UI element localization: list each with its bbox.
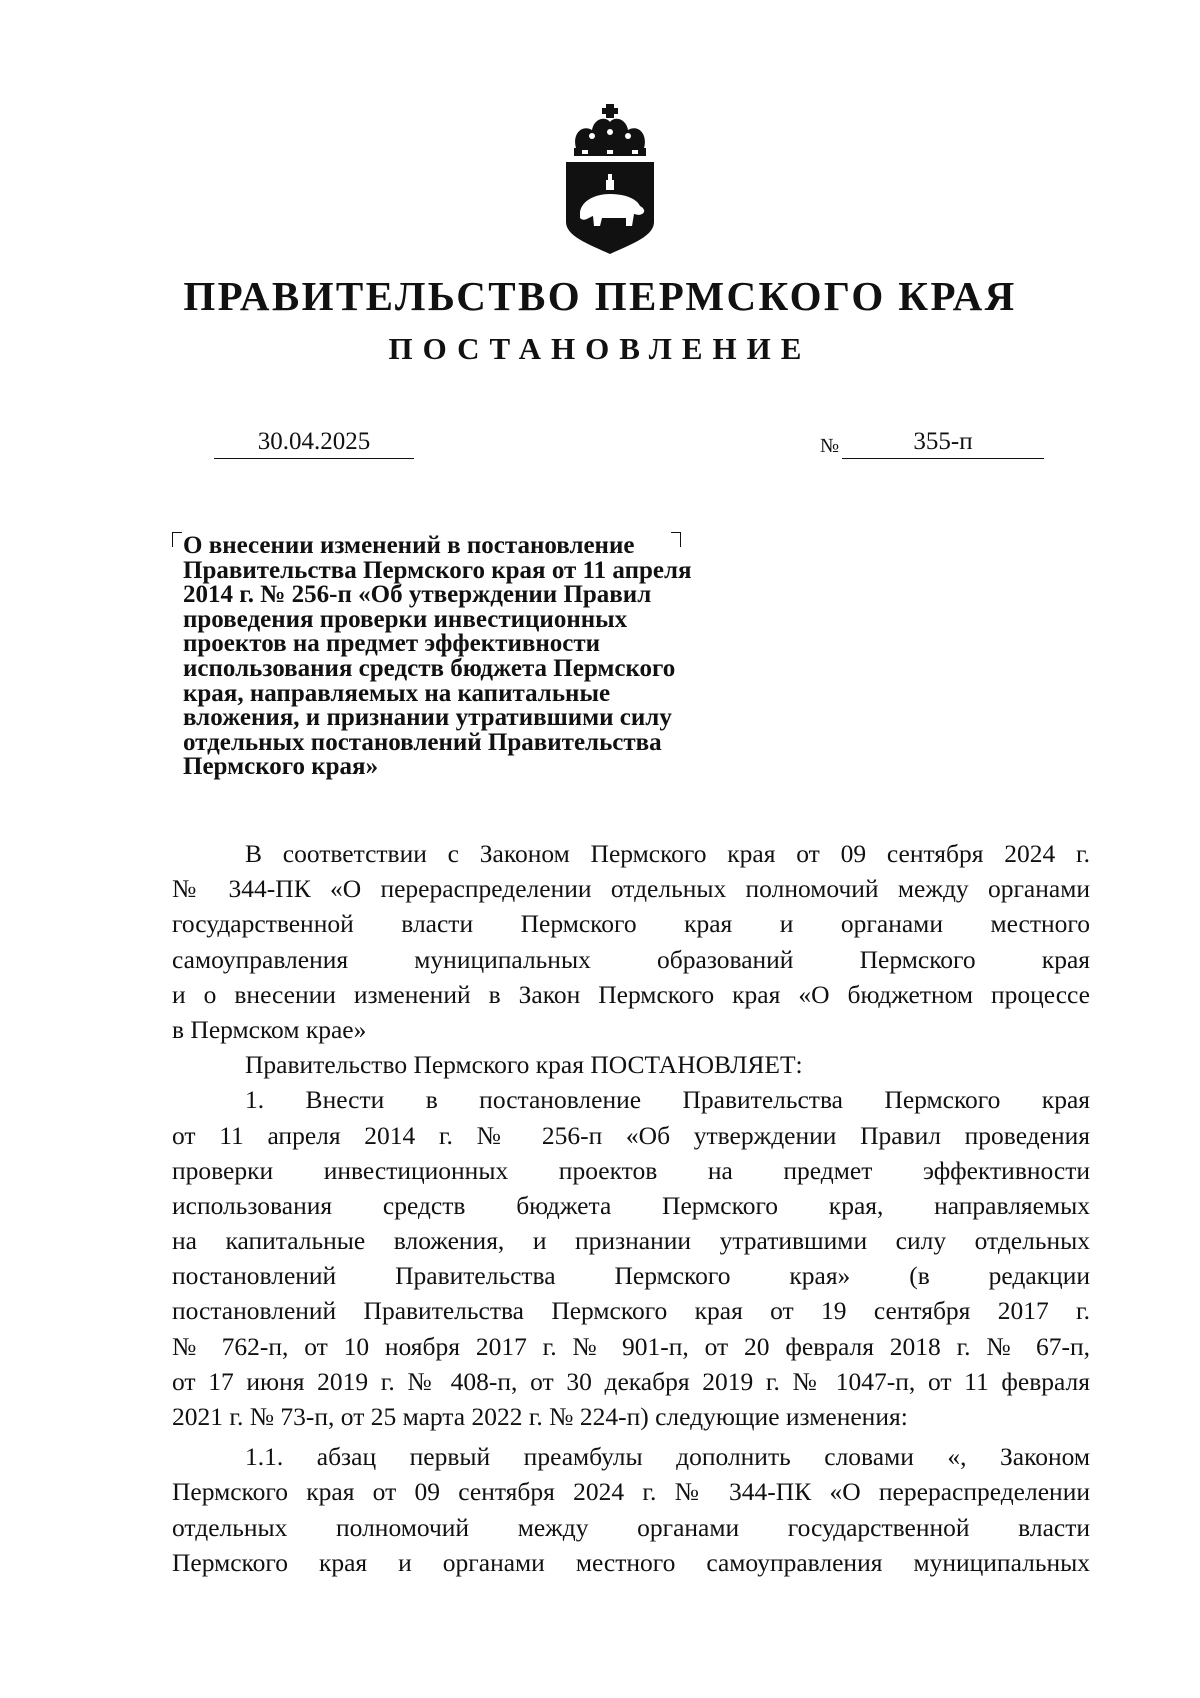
body-line: проверки инвестиционных проектов на предмет эффективности xyxy=(172,1155,1090,1185)
body-line: в Пермском крае» xyxy=(172,1014,367,1044)
coat-of-arms-emblem xyxy=(562,104,658,254)
document-subject xyxy=(183,534,783,780)
title-bracket-left xyxy=(172,532,182,547)
body-line: на капитальные вложения, и признании утратившими силу отдельных xyxy=(172,1226,1090,1256)
subject-line: проектов на предмет эффективности xyxy=(183,630,601,658)
body-line: 1. Внести в постановление Правительства Пермского края xyxy=(245,1085,1090,1115)
body-line: самоуправления муниципальных образований Пермского края xyxy=(172,944,1090,974)
body-line: Пермского края и органами местного самоуправления муниципальных xyxy=(172,1547,1090,1577)
subject-line: проведения проверки инвестиционных xyxy=(183,605,628,633)
body-line: отдельных полномочий между органами государственной власти xyxy=(172,1512,1090,1542)
body-line: Пермского края от 09 сентября 2024 г. № 344-ПК «О перераспределении xyxy=(172,1477,1090,1507)
document-date: 30.04.2025 xyxy=(214,426,414,459)
document-number: 355-п xyxy=(842,426,1044,459)
subject-line: Правительства Пермского края от 11 апреля xyxy=(183,556,692,584)
body-line: от 11 апреля 2014 г. № 256-п «Об утверждении Правил проведения xyxy=(172,1120,1090,1150)
body-line: постановлений Правительства Пермского края» (в редакции xyxy=(172,1261,1090,1291)
body-line: 2021 г. № 73-п, от 25 марта 2022 г. № 224-п) следующие изменения: xyxy=(172,1402,908,1431)
body-line: В соответствии с Законом Пермского края от 09 сентября 2024 г. xyxy=(245,839,1090,868)
subject-line: края, направляемых на капитальные xyxy=(183,679,611,707)
subject-line: вложения, и признании утратившими силу xyxy=(183,704,672,732)
subject-line: О внесении изменений в постановление xyxy=(183,532,635,559)
body-line: № 762-п, от 10 ноября 2017 г. № 901-п, от 20 февраля 2018 г. № 67-п, xyxy=(172,1331,1090,1361)
subject-line: 2014 г. № 256-п «Об утверждении Правил xyxy=(183,581,652,609)
document-type: ПОСТАНОВЛЕНИЕ xyxy=(388,331,812,366)
resolution-line: Правительство Пермского края ПОСТАНОВЛЯЕТ: xyxy=(245,1050,803,1080)
body-line: постановлений Правительства Пермского края от 19 сентября 2017 г. xyxy=(172,1296,1090,1326)
subject-line: отдельных постановлений Правительства xyxy=(183,728,662,756)
body-line: и о внесении изменений в Закон Пермского края «О бюджетном процессе xyxy=(172,979,1090,1009)
subject-line: Пермского края» xyxy=(183,753,379,781)
body-line: 1.1. абзац первый преамбулы дополнить словами «, Законом xyxy=(245,1442,1090,1472)
body-line: государственной власти Пермского края и органами местного xyxy=(172,909,1090,939)
number-sign: № xyxy=(820,435,840,457)
subject-line: использования средств бюджета Пермского xyxy=(183,654,676,682)
document-body xyxy=(172,836,1090,1580)
body-line: использования средств бюджета Пермского края, направляемых xyxy=(172,1190,1090,1220)
body-line: № 344-ПК «О перераспределении отдельных полномочий между органами xyxy=(172,874,1090,904)
body-line: от 17 июня 2019 г. № 408-п, от 30 декабря 2019 г. № 1047-п, от 11 февраля xyxy=(172,1366,1090,1396)
government-title: ПРАВИТЕЛЬСТВО ПЕРМСКОГО КРАЯ xyxy=(183,273,1017,319)
